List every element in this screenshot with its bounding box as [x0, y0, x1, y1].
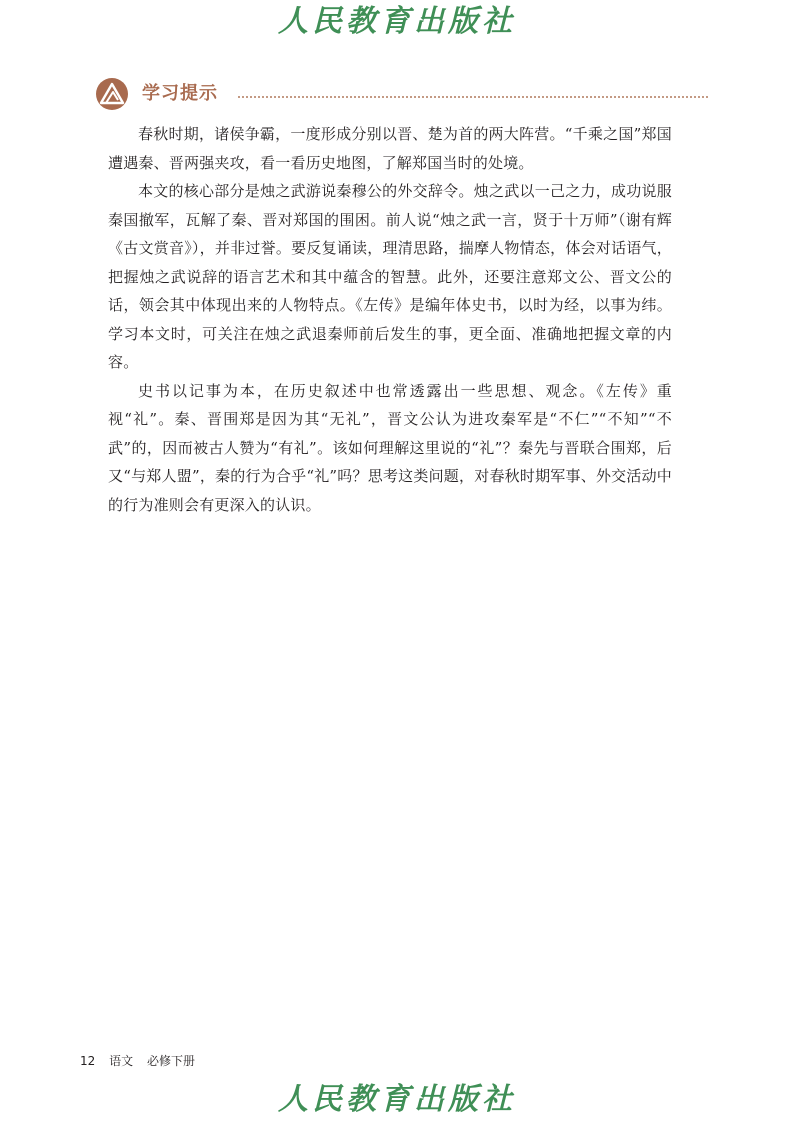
paragraph: 本文的核心部分是烛之武游说秦穆公的外交辞令。烛之武以一己之力，成功说服秦国撤军，瓦解了秦、晋对郑国的围困。前人说“烛之武一言，贤于十万师”（谢有辉《古文赏音》），并非过誉。要反复诵读，理清思路，揣摩人物情态，体会对话语气，把握烛之武说辞的语言艺术和其中蕴含的智慧。此外，还要注意郑文公、晋文公的话，领会其中体现出来的人物特点。《左传》是编年体史书，以时为经，以事为纬。学习本文时，可关注在烛之武退秦师前后发生的事，更全面、准确地把握文章的内容。: [108, 182, 672, 371]
study-tips-body: [108, 120, 672, 519]
triangle-logo-icon: [96, 78, 128, 110]
page-number: 12: [80, 1054, 96, 1068]
subject-label: 语文: [109, 1054, 134, 1068]
section-header: [96, 78, 708, 112]
publisher-watermark-top: 人民教育出版社: [278, 4, 516, 39]
dotted-divider: [238, 96, 708, 98]
paragraph: 史书以记事为本，在历史叙述中也常透露出一些思想、观念。《左传》重视“礼”。秦、晋围郑是因为其“无礼”，晋文公认为进攻秦军是“不仁”“不知”“不武”的，因而被古人赞为“有礼”。该如何理解这里说的“礼”？秦先与晋联合围郑，后又“与郑人盟”，秦的行为合乎“礼”吗？思考这类问题，对春秋时期军事、外交活动中的行为准则会有更深入的认识。: [108, 381, 672, 514]
page-footer: [80, 1052, 205, 1070]
paragraph: 春秋时期，诸侯争霸，一度形成分别以晋、楚为首的两大阵营。“千乘之国”郑国遭遇秦、晋两强夹攻，看一看历史地图，了解郑国当时的处境。: [108, 125, 672, 172]
publisher-watermark-bottom: 人民教育出版社: [278, 1082, 516, 1117]
volume-label: 必修下册: [146, 1054, 195, 1068]
section-title: 学习提示: [142, 83, 218, 104]
